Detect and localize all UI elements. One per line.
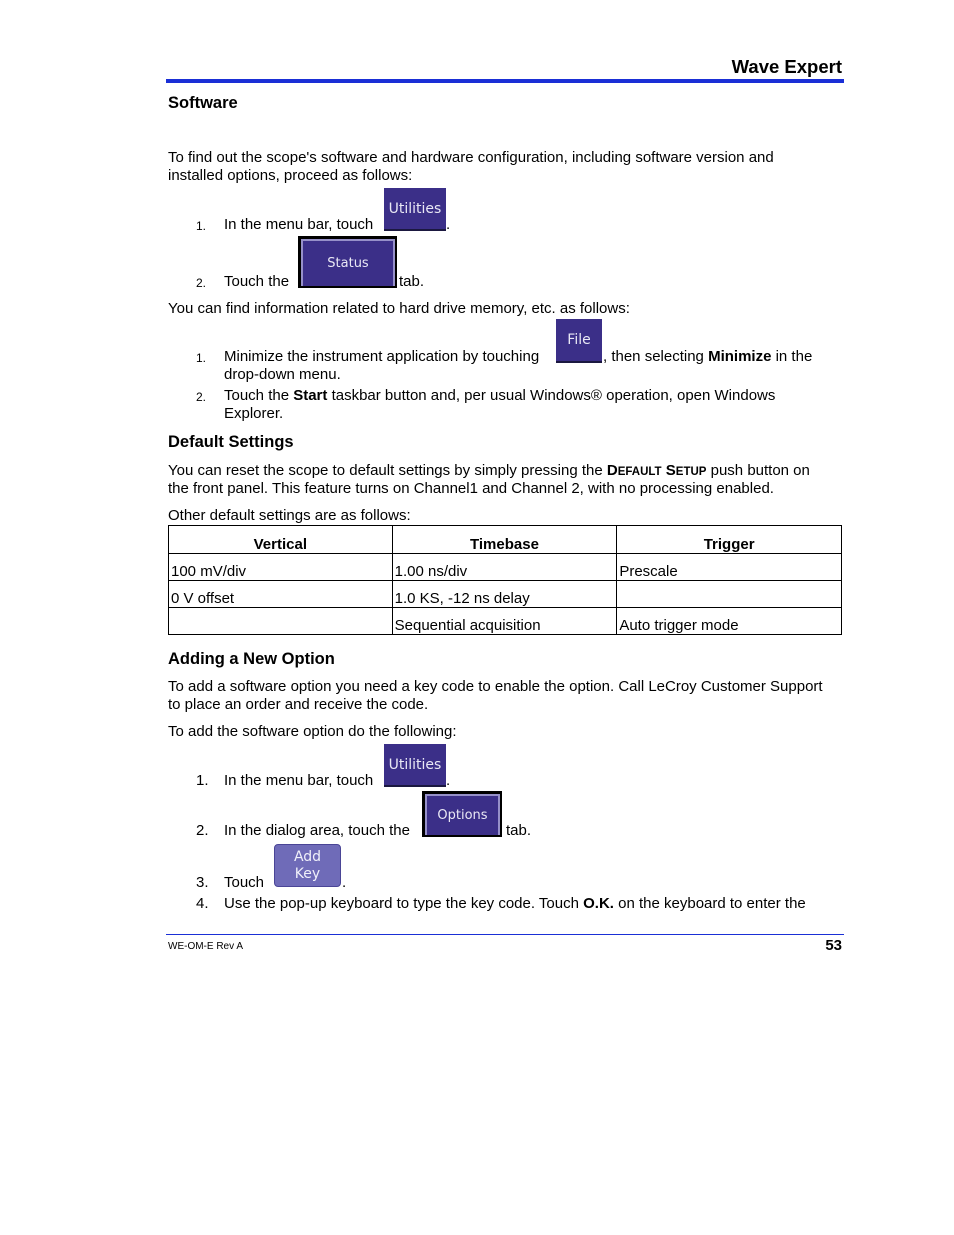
step-text: Minimize the instrument application by touching <box>224 348 540 365</box>
utilities-button[interactable]: Utilities <box>384 188 446 231</box>
step-number: 1. <box>196 219 207 233</box>
step-number: 2. <box>196 390 207 404</box>
table-cell: Auto trigger mode <box>617 608 842 635</box>
page-number: 53 <box>825 937 842 954</box>
add-key-label-line2: Key <box>294 865 321 882</box>
step-number: 1. <box>196 351 207 365</box>
step-number: 1. <box>196 772 209 789</box>
default-settings-p1: You can reset the scope to default settings by simply pressing the DEFAULT SETUP push button on <box>168 462 810 479</box>
step-text: Explorer. <box>224 405 284 422</box>
step-text: In the menu bar, touch <box>224 772 374 789</box>
table-cell <box>617 581 842 608</box>
options-tab[interactable] <box>422 791 502 837</box>
step-number: 4. <box>196 895 209 912</box>
column-header: Vertical <box>169 526 393 554</box>
step-text: . <box>446 772 451 789</box>
adding-option-p2: To add the software option do the following: <box>168 723 457 740</box>
table-cell: Sequential acquisition <box>392 608 617 635</box>
software-heading: Software <box>168 94 238 112</box>
default-settings-heading: Default Settings <box>168 433 294 451</box>
software-intro-line1: To find out the scope's software and hardware configuration, including software version and <box>168 149 774 166</box>
column-header: Trigger <box>617 526 842 554</box>
status-tab-label: Status <box>301 239 395 286</box>
table-cell: 0 V offset <box>169 581 393 608</box>
step-text: Touch the <box>224 273 290 290</box>
adding-option-p1-line2: to place an order and receive the code. <box>168 696 429 713</box>
step-text: Use the pop-up keyboard to type the key code. Touch O.K. on the keyboard to enter the <box>224 895 806 912</box>
header-title: Wave Expert <box>731 56 842 77</box>
step-text: . <box>446 216 451 233</box>
default-settings-p2: Other default settings are as follows: <box>168 507 411 524</box>
table-cell: 100 mV/div <box>169 554 393 581</box>
software-intro-line2: installed options, proceed as follows: <box>168 167 413 184</box>
table-cell: Prescale <box>617 554 842 581</box>
add-key-button[interactable] <box>274 844 341 887</box>
table-cell: 1.00 ns/div <box>392 554 617 581</box>
status-tab[interactable] <box>298 236 397 288</box>
step-text: , then selecting Minimize in the <box>603 348 813 365</box>
step-text: Touch <box>224 874 265 891</box>
utilities-button[interactable]: Utilities <box>384 744 446 787</box>
table-header-row <box>169 526 842 554</box>
column-header: Timebase <box>392 526 617 554</box>
step-text: In the dialog area, touch the <box>224 822 410 839</box>
step-text: tab. <box>399 273 425 290</box>
step-text: drop-down menu. <box>224 366 341 383</box>
options-tab-label: Options <box>425 794 500 835</box>
step-number: 3. <box>196 874 209 891</box>
table-cell <box>169 608 393 635</box>
table-row <box>169 608 842 635</box>
footer-doc-id: WE-OM-E Rev A <box>168 941 244 952</box>
adding-option-heading: Adding a New Option <box>168 650 335 668</box>
info-line: You can find information related to hard drive memory, etc. as follows: <box>168 300 630 317</box>
table-cell: 1.0 KS, -12 ns delay <box>392 581 617 608</box>
step-number: 2. <box>196 276 207 290</box>
add-key-label-line1: Add <box>293 848 322 865</box>
default-settings-p1-line2: the front panel. This feature turns on Channel1 and Channel 2, with no processing enabled. <box>168 480 774 497</box>
table-row <box>169 554 842 581</box>
table-row <box>169 581 842 608</box>
step-text: tab. <box>506 822 532 839</box>
default-settings-table <box>168 525 842 635</box>
adding-option-p1-line1: To add a software option you need a key code to enable the option. Call LeCroy Customer Support <box>168 678 823 695</box>
file-button[interactable]: File <box>556 319 602 363</box>
step-number: 2. <box>196 822 209 839</box>
step-text: Touch the Start taskbar button and, per usual Windows® operation, open Windows <box>224 387 776 404</box>
step-text: In the menu bar, touch <box>224 216 374 233</box>
step-text: . <box>342 874 347 891</box>
header-rule <box>166 79 844 83</box>
footer-rule <box>166 934 844 935</box>
